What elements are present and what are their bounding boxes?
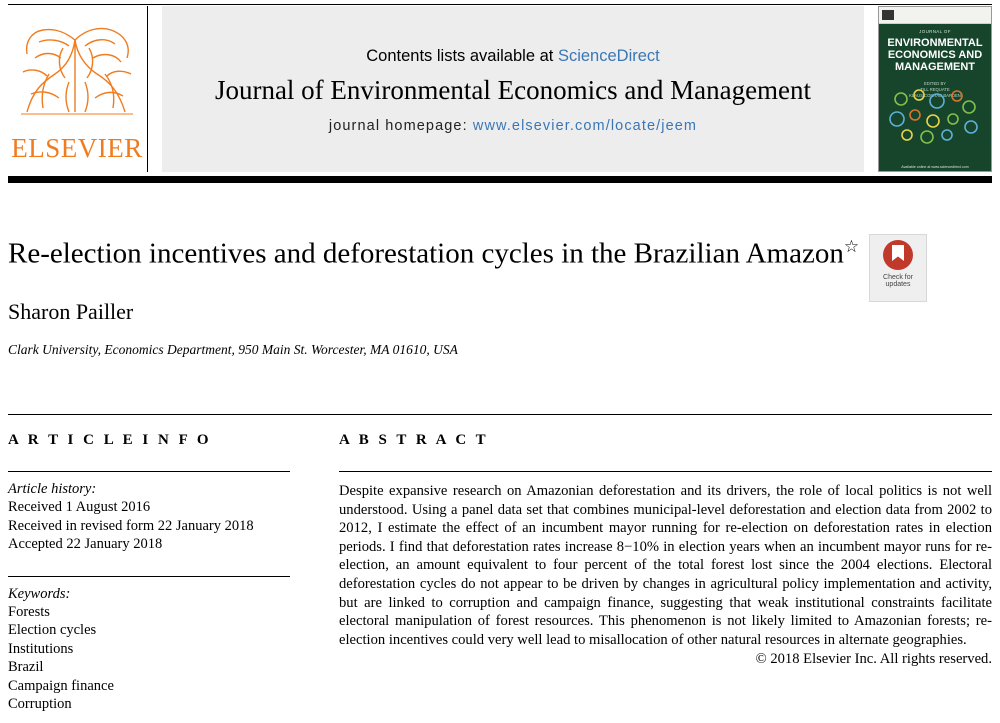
contents-line bbox=[366, 47, 660, 66]
masthead-center bbox=[162, 6, 864, 172]
article-head bbox=[8, 228, 868, 358]
abstract-text: Despite expansive research on Amazonian deforestation and its drivers, the role of local politics is not well understood. Using a panel data set that combines municipal-level deforestation and election data from 2002 to 2012, I estimate the effect of an incumbent mayor running for re-election on deforestation rates in election periods. I find that deforestation rates increase 8−10% in election years when an incumbent mayor runs for re-election, an amount equivalent to four percent of the total forest lost since the 2004 elections. Electoral deforestation cycles do not appear to be driven by changes in agricultural policy implementation and activity, but are linked to corruption and campaign finance, suggesting that weak institutional constraints facilitate electoral manipulation of forest resources. This phenomenon is not likely limited to Amazonian forests; re-election incentives could very well lead to misallocation of other natural resources in alternate geographies. bbox=[339, 483, 992, 648]
elsevier-wordmark: ELSEVIER bbox=[11, 133, 143, 163]
cover-title: ENVIRONMENTAL ECONOMICS AND MANAGEMENT bbox=[887, 37, 983, 73]
journal-homepage-link[interactable]: www.elsevier.com/locate/jeem bbox=[472, 117, 698, 134]
keyword-item: Institutions bbox=[8, 640, 74, 657]
journal-cover-thumbnail bbox=[878, 6, 992, 172]
keyword-item: Election cycles bbox=[8, 622, 97, 638]
journal-homepage-line bbox=[329, 118, 697, 134]
elsevier-logo-block bbox=[8, 6, 148, 172]
cover-kicker: JOURNAL OF bbox=[919, 29, 951, 34]
paper-title bbox=[8, 228, 868, 273]
author-name: Sharon Pailler bbox=[8, 298, 134, 324]
abstract-column bbox=[339, 432, 992, 668]
homepage-prefix: journal homepage: bbox=[328, 117, 468, 134]
contents-prefix: Contents lists available at bbox=[366, 46, 554, 65]
article-history-label: Article history: bbox=[8, 481, 97, 497]
article-history-item: Received 1 August 2016 bbox=[8, 499, 151, 515]
paper-title-text: Re-election incentives and deforestation cycles in the Brazilian Amazon bbox=[8, 237, 844, 270]
article-info-rule bbox=[8, 471, 290, 472]
cover-graphic-icon bbox=[879, 85, 991, 145]
article-info-column bbox=[8, 432, 290, 714]
article-info-heading: A R T I C L E I N F O bbox=[8, 432, 212, 448]
keyword-item: Brazil bbox=[8, 659, 44, 675]
crossmark-icon bbox=[883, 240, 913, 270]
abstract-rule bbox=[339, 471, 992, 472]
cover-barcode-icon bbox=[882, 10, 894, 20]
cover-header-strip bbox=[879, 7, 991, 24]
author-affiliation: Clark University, Economics Department, 950 Main St. Worcester, MA 01610, USA bbox=[8, 341, 458, 357]
keywords-rule bbox=[8, 576, 290, 577]
crossmark-badge[interactable] bbox=[869, 234, 927, 302]
keyword-item: Campaign finance bbox=[8, 677, 114, 694]
article-history-item: Accepted 22 January 2018 bbox=[8, 536, 163, 552]
crossmark-line2: updates bbox=[885, 281, 911, 288]
keywords-label: Keywords: bbox=[8, 585, 71, 602]
journal-title: Journal of Environmental Economics and Management bbox=[214, 74, 812, 105]
journal-masthead bbox=[8, 6, 992, 172]
cover-subtitle: EDITED BY TILL REQUATE KLAUS CONRAD BARDEN bbox=[909, 81, 961, 98]
masthead-black-bar bbox=[8, 176, 992, 183]
cover-footer: Available online at www.sciencedirect.com bbox=[901, 165, 969, 169]
title-footnote-marker: ☆ bbox=[843, 237, 860, 256]
copyright-line: © 2018 Elsevier Inc. All rights reserved. bbox=[755, 651, 992, 668]
article-history-item: Received in revised form 22 January 2018 bbox=[8, 517, 254, 534]
top-rule bbox=[8, 4, 992, 5]
elsevier-tree-icon bbox=[15, 12, 141, 122]
keyword-item: Corruption bbox=[8, 696, 72, 712]
crossmark-line1: Check for bbox=[883, 274, 913, 281]
abstract-heading: A B S T R A C T bbox=[339, 432, 489, 448]
keyword-item: Forests bbox=[8, 603, 50, 620]
sciencedirect-link[interactable]: ScienceDirect bbox=[557, 46, 660, 65]
header-separator-rule bbox=[8, 414, 992, 415]
